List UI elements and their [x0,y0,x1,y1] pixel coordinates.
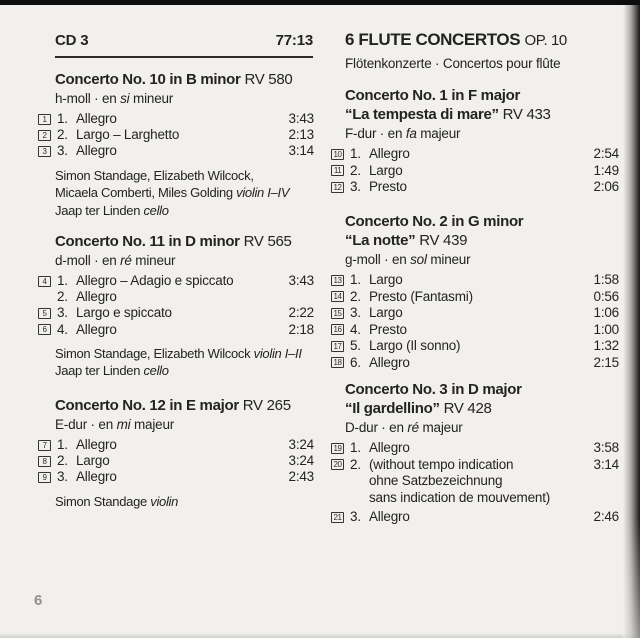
track-row [38,453,314,469]
section-concerto-11 [38,232,314,380]
movement-number: 1. [350,272,361,287]
cd-total-time: 77:13 [275,32,313,49]
movement-title: Allegro [76,321,117,337]
concerto-11-tracks [38,273,314,338]
concerto-3-nickname [345,399,619,418]
movement-time: 0:56 [593,288,619,304]
concerto-3-head [331,380,619,437]
section-concerto-1 [331,86,619,196]
track-number-box: 7 [38,440,51,451]
key-post: majeur [418,420,463,435]
track-row [331,305,619,322]
track-number-box: 12 [331,182,344,193]
movement-title: Allegro [369,440,410,455]
concerto-1-rv: RV 433 [502,106,551,123]
concerto-10-title [55,70,314,89]
key-solfege: si [120,91,130,106]
key-pre: d-moll · en [55,253,121,268]
concerto-1-tracks [331,146,619,196]
track-number-box [331,476,344,487]
concerto-11-head [38,232,314,270]
performer-names: Simon Standage [55,493,151,509]
track-row [331,272,619,289]
movement-title: Presto [369,321,407,337]
concerto-3-rv: RV 428 [443,400,492,417]
movement-number: 6. [350,354,361,370]
movement-title: ohne Satzbezeichnung [369,473,503,488]
track-number-box: 3 [38,146,51,157]
concerto-1-head [331,86,619,143]
movement-time: 2:15 [593,354,619,370]
concerto-10-key [55,90,314,108]
movement-number: 3. [57,143,68,159]
track-number-box: 5 [38,308,51,319]
movement-time: 3:24 [288,453,314,469]
track-row [38,322,314,338]
movement-time: 1:00 [593,321,619,337]
movement-time: 3:24 [288,437,314,452]
movement-number: 2. [350,162,361,178]
track-row [331,338,619,355]
track-row [38,127,314,143]
concerto-2-head [331,212,619,269]
track-number-box: 20 [331,459,344,470]
performer-names: Simon Standage, Elizabeth Wilcock [55,345,254,361]
concerto-3-key [345,419,619,437]
movement-number: 3. [350,305,361,320]
track-row [38,289,314,305]
performer-line [55,493,314,511]
performer-line [55,184,314,202]
movement-title: Allegro [369,509,410,524]
movement-title: Allegro – Adagio e spiccato [76,273,234,288]
track-row [331,355,619,372]
concerto-2-tracks [331,272,619,371]
track-number-box: 19 [331,443,344,454]
performer-role: cello [143,363,169,379]
movement-title: Largo [369,305,403,320]
track-number-box: 17 [331,341,344,352]
track-number-box: 4 [38,276,51,287]
section-concerto-10 [38,70,314,219]
cd-label: CD 3 [55,32,89,49]
key-post: mineur [129,91,174,106]
key-pre: F-dur · en [345,126,406,141]
movement-title: Presto (Fantasmi) [369,288,473,304]
movement-number: 3. [57,305,68,321]
header-rule [55,56,313,58]
concerto-11-title-text: Concerto No. 11 in D minor [55,233,240,250]
concerto-1-title: Concerto No. 1 in F major [345,87,521,104]
movement-time: 3:58 [593,440,619,455]
movement-number: 4. [350,321,361,337]
movement-number: 2. [350,288,361,304]
opus-header [345,30,619,73]
scan-right-edge-fade [623,518,640,638]
track-row [38,273,314,289]
track-number-box: 15 [331,308,344,319]
concerto-2-key [345,251,619,269]
track-row [331,509,619,526]
performer-line [55,202,314,220]
key-post: mineur [131,253,176,268]
concerto-2-nickname [345,231,619,250]
movement-time: 1:58 [593,272,619,287]
performer-line [55,167,314,185]
track-row [38,469,314,485]
track-number-box: 18 [331,357,344,368]
right-column [331,0,619,638]
movement-title: Largo [369,162,403,178]
track-row [38,437,314,453]
key-solfege: mi [116,417,131,432]
movement-time: 1:49 [593,162,619,178]
performer-names: Micaela Comberti, Miles Golding [55,185,237,201]
movement-time: 2:43 [288,469,314,485]
track-row-continuation [331,490,619,507]
movement-title: Allegro [76,289,117,305]
track-row [331,322,619,339]
opus-subtitle: Flötenkonzerte · Concertos pour flûte [345,56,561,71]
movement-title: Largo e spiccato [76,305,172,321]
performer-role: violin [150,493,179,509]
track-number-box: 8 [38,456,51,467]
key-solfege: ré [407,420,419,435]
concerto-12-performers [38,493,314,511]
opus-title-text: 6 FLUTE CONCERTOS [345,30,521,49]
movement-title: Largo – Larghetto [76,127,180,143]
track-row-continuation [331,473,619,490]
movement-title: Largo [76,453,110,469]
movement-number: 2. [57,453,68,469]
movement-time: 2:06 [593,179,619,194]
left-column [38,0,314,638]
track-number-box: 6 [38,324,51,335]
nickname-text: “Il gardellino” [345,400,440,417]
track-number-box [331,492,344,503]
movement-title: sans indication de mouvement) [369,489,551,505]
concerto-11-key [55,252,314,270]
movement-number: 2. [350,456,361,472]
movement-number: 1. [57,273,68,288]
opus-title [345,30,619,51]
concerto-12-tracks [38,437,314,486]
track-number-box: 2 [38,130,51,141]
concerto-1-nickname [345,105,619,124]
track-number-box: 11 [331,165,344,176]
movement-number: 1. [57,111,68,126]
track-row [331,179,619,196]
key-solfege: ré [120,253,132,268]
movement-title: Allegro [369,146,410,161]
movement-title: Allegro [76,143,117,159]
performer-names: Jaap ter Linden [55,363,144,379]
concerto-2-rv: RV 439 [419,232,468,249]
movement-time: 3:14 [593,456,619,472]
cd-header [55,32,313,50]
performer-line [55,345,314,363]
concerto-10-tracks [38,111,314,160]
page-number: 6 [34,592,43,609]
movement-title: Allegro [76,111,117,126]
concerto-3-tracks [331,440,619,526]
track-number-box [38,292,51,303]
concerto-12-title-text: Concerto No. 12 in E major [55,397,239,414]
movement-title: (without tempo indication [369,456,514,472]
track-number-box: 14 [331,291,344,302]
movement-number: 3. [350,509,361,524]
track-number-box: 16 [331,324,344,335]
concerto-10-head [38,70,314,108]
section-concerto-12 [38,396,314,510]
track-number-box: 10 [331,149,344,160]
key-solfege: fa [405,126,417,141]
track-row [38,111,314,127]
track-row [38,305,314,321]
concerto-1-key [345,125,619,143]
key-post: mineur [426,252,471,267]
concerto-12-rv: RV 265 [242,397,291,414]
movement-time: 2:22 [288,305,314,321]
concerto-3-title: Concerto No. 3 in D major [345,381,522,398]
movement-number: 1. [350,146,361,161]
movement-number: 2. [57,289,68,305]
movement-title: Allegro [76,437,117,452]
movement-time: 3:43 [288,273,314,288]
movement-number: 4. [57,321,68,337]
performer-line [55,362,314,380]
nickname-text: “La notte” [345,232,416,249]
scan-bottom-edge-shadow [0,633,640,638]
movement-time: 2:46 [593,509,619,524]
nickname-text: “La tempesta di mare” [345,106,499,123]
movement-number: 1. [350,440,361,455]
opus-number: OP. 10 [524,32,567,49]
movement-title: Allegro [76,469,117,485]
movement-time: 2:54 [593,146,619,161]
concerto-12-title [55,396,314,415]
track-row [331,146,619,163]
movement-title: Largo [369,272,403,287]
key-post: majeur [130,417,175,432]
movement-number: 2. [57,127,68,143]
concerto-10-title-text: Concerto No. 10 in B minor [55,71,241,88]
movement-title: Presto [369,179,407,194]
concerto-10-performers [38,167,314,220]
track-row [38,143,314,159]
scan-top-edge [0,0,640,5]
key-pre: E-dur · en [55,417,117,432]
concerto-2-title: Concerto No. 2 in G minor [345,213,524,230]
track-number-box: 21 [331,512,344,523]
key-post: majeur [416,126,461,141]
movement-time: 3:14 [288,143,314,159]
performer-role: cello [143,202,169,218]
track-number-box: 1 [38,114,51,125]
performer-names: Simon Standage, Elizabeth Wilcock, [55,167,254,183]
concerto-11-performers [38,345,314,380]
track-row [331,289,619,306]
track-number-box: 13 [331,275,344,286]
concerto-10-rv: RV 580 [244,71,293,88]
movement-number: 5. [350,338,361,353]
performer-role: violin I–IV [236,185,290,201]
movement-number: 3. [57,469,68,485]
movement-time: 2:13 [288,127,314,143]
concerto-11-rv: RV 565 [243,233,292,250]
movement-title: Largo (Il sonno) [369,338,461,353]
concerto-12-key [55,416,314,434]
section-concerto-3 [331,380,619,526]
movement-title: Allegro [369,354,410,370]
movement-time: 1:06 [593,305,619,320]
movement-time: 3:43 [288,111,314,126]
key-pre: h-moll · en [55,91,121,106]
key-solfege: sol [410,252,427,267]
track-row [331,440,619,457]
movement-number: 1. [57,437,68,452]
track-row [331,163,619,180]
performer-role: violin I–II [253,345,302,361]
movement-number: 3. [350,179,361,194]
track-number-box: 9 [38,472,51,483]
performer-names: Jaap ter Linden [55,202,144,218]
section-concerto-2 [331,212,619,371]
movement-time: 2:18 [288,321,314,337]
key-pre: g-moll · en [345,252,411,267]
concerto-11-title [55,232,314,251]
concerto-12-head [38,396,314,434]
key-pre: D-dur · en [345,420,408,435]
track-row [331,457,619,474]
movement-time: 1:32 [593,338,619,353]
